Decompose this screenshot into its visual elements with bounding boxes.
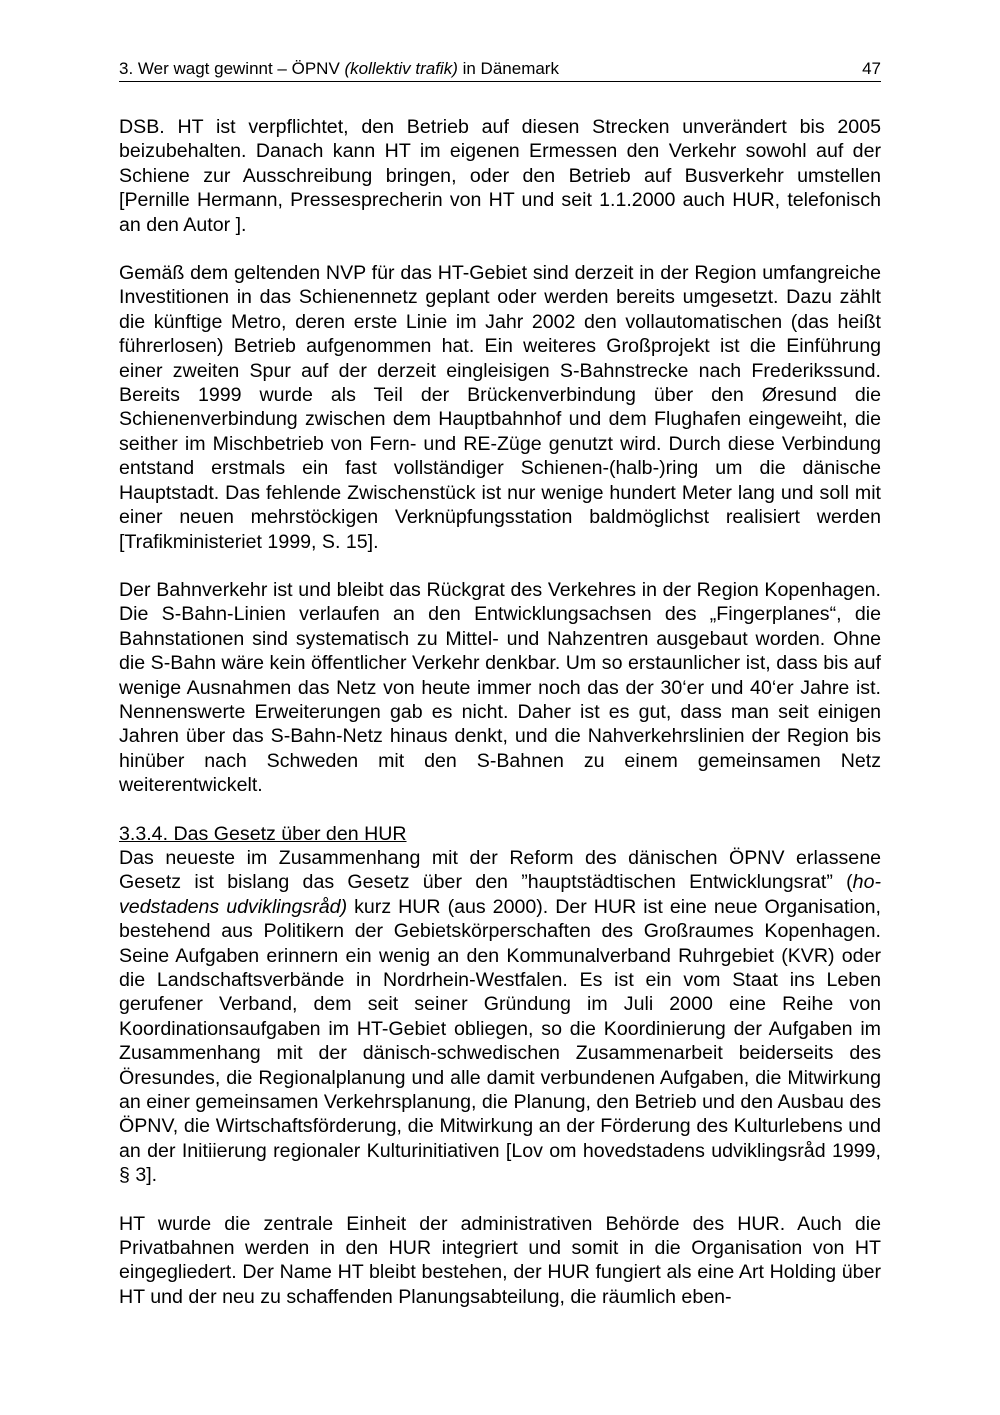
paragraph-2: Gemäß dem geltenden NVP für das HT-Gebiet sind derzeit in der Region umfangreiche Investitionen in das Schienennetz geplant oder werden bereits umgesetzt. Dazu zählt die künftige Metro, deren erste Linie im Jahr 2002 den vollautomatischen (das heißt führerlosen) Betrieb aufgenommen hat. Ein weiteres Großprojekt ist die Einführung einer zweiten Spur auf der derzeit eingleisigen S-Bahnstrecke nach Frederikssund. Bereits 1999 wurde als Teil der Brückenverbindung über den Øresund die Schienenverbindung zwischen dem Hauptbahnhof und dem Flughafen eingeweiht, die seither im Mischbetrieb von Fern- und RE-Züge genutzt wird. Durch diese Verbindung entstand erstmals ein fast vollständiger Schienen-(halb-)ring um die dänische Hauptstadt. Das fehlende Zwischenstück ist nur wenige hundert Meter lang und soll mit einer neuen mehrstöckigen Verknüpfungsstation baldmöglichst realisiert werden [Trafikministeriet 1999, S. 15]. xyxy=(119,262,881,553)
paragraph-4-italic: hovedstadens udviklingsråd) xyxy=(119,871,881,918)
section-heading: 3.3.4. Das Gesetz über den HUR xyxy=(119,822,407,845)
header-title xyxy=(119,58,559,80)
document-page xyxy=(119,58,881,1333)
paragraph-1: DSB. HT ist verpflichtet, den Betrieb auf diesen Strecken unverändert bis 2005 beizubehalten. Danach kann HT im eigenen Ermessen den Verkehr sowohl auf der Schiene zur Ausschreibung bringen, oder den Betrieb auf Busverkehr umstellen [Pernille Hermann, Pressesprecherin von HT und seit 1.1.2000 auch HUR, telefonisch an den Autor ]. xyxy=(119,116,881,236)
header-title-prefix: 3. Wer wagt gewinnt – ÖPNV xyxy=(119,59,345,78)
page-number: 47 xyxy=(862,59,881,78)
header-title-suffix: in Dänemark xyxy=(457,59,559,78)
paragraph-3: Der Bahnverkehr ist und bleibt das Rückgrat des Verkehres in der Region Kopenhagen. Die S-Bahn-Linien verlaufen an den Entwicklungsachsen des „Fingerplanes“, die Bahnstationen sind systematisch zu Mittel- und Nahzentren ausgebaut worden. Ohne die S-Bahn wäre kein öffentlicher Verkehr denkbar. Um so erstaunlicher ist, dass bis auf wenige Ausnahmen das Netz von heute immer noch das der 30‘er und 40‘er Jahre ist. Nennenswerte Erweiterungen gab es nicht. Daher ist es gut, dass man seit einigen Jahren über das S-Bahn-Netz hinaus denkt, und die Nahverkehrslinien der Region bis hinüber nach Schweden mit den S-Bahnen zu einem gemeinsamen Netz weiterentwickelt. xyxy=(119,578,881,797)
running-header xyxy=(119,58,881,82)
paragraph-4-text-b: kurz HUR (aus 2000). Der HUR ist eine neue Organisation, bestehend aus Politikern der Gebietskörperschaften des Großraumes Kopenhagen. Seine Aufgaben erinnern ein wenig an den Kommunalverband Ruhrgebiet (KVR) oder die Landschaftsverbände in Nordrhein-Westfalen. Es ist ein vom Staat ins Leben gerufener Verband, dem seit seiner Gründung im Juli 2000 eine Reihe von Koordinationsaufgaben im HT-Gebiet obliegen, so die Koordinierung der Aufgaben im Zusammenhang mit der dänisch-schwedischen Zusammenarbeit beiderseits des Öresundes, die Regionalplanung und alle damit verbundenen Aufgaben, die Mitwirkung an einer gemeinsamen Verkehrsplanung, die Planung, den Betrieb und den Ausbau des ÖPNV, die Wirtschaftsförderung, die Mitwirkung an der Förderung des Kulturlebens und an der Initiierung regionaler Kulturinitiativen [Lov om hovedstadens udviklingsråd 1999, § 3]. xyxy=(119,895,881,1187)
paragraph-4 xyxy=(119,846,881,1188)
document-body xyxy=(119,115,881,1309)
header-title-italic: (kollektiv trafik) xyxy=(344,59,458,78)
paragraph-5: HT wurde die zentrale Einheit der administrativen Behörde des HUR. Auch die Privatbahnen werden in den HUR integriert und somit in die Organisation von HT eingegliedert. Der Name HT bleibt bestehen, der HUR fungiert als eine Art Holding über HT und der neu zu schaffenden Planungsabteilung, die räumlich eben- xyxy=(119,1212,881,1308)
paragraph-4-text-a: Das neueste im Zusammenhang mit der Reform des dänischen ÖPNV erlassene Gesetz ist bislang das Gesetz über den ”hauptstädtischen Entwicklungsrat” ( xyxy=(119,846,881,894)
